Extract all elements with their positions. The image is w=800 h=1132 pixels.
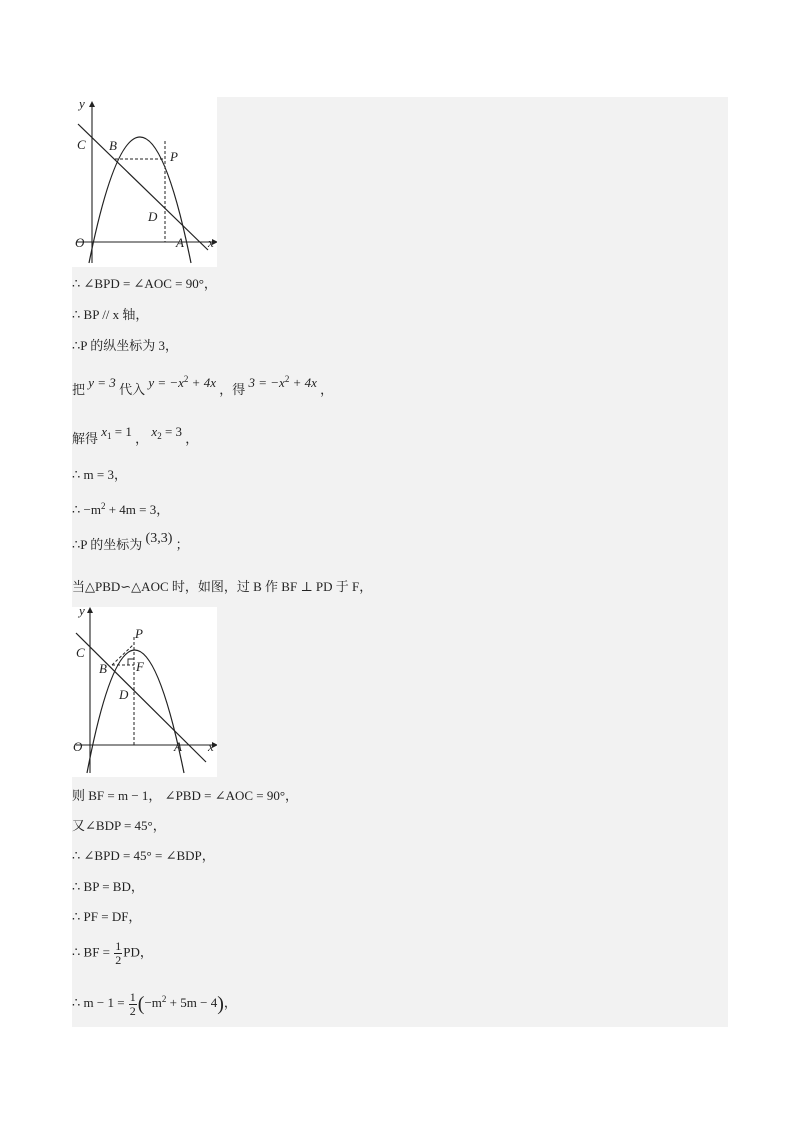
fraction-one-half: $\frac{1}{2}$ bbox=[115, 939, 122, 967]
label-x: x bbox=[208, 739, 214, 754]
step-line-2: ∴ BP // x 轴， bbox=[72, 307, 149, 322]
expr-x1: $x_1 = 1$ bbox=[101, 424, 132, 441]
step-line-3: ∴P 的纵坐标为 3， bbox=[72, 338, 179, 353]
label-x: x bbox=[208, 235, 214, 250]
expr-parabola: $y = -x^2 + 4x$ bbox=[148, 374, 216, 390]
figure-1-graphic bbox=[72, 97, 217, 267]
label-o: O bbox=[73, 739, 83, 754]
text-jiede: 解得 bbox=[72, 431, 99, 446]
step-line-7: ∴ $-m^2 + 4m = 3$， bbox=[72, 501, 170, 517]
expr-y-eq-3: y = 3 bbox=[88, 375, 116, 390]
label-b: B bbox=[109, 138, 117, 153]
label-a: A bbox=[176, 235, 184, 250]
label-o: O bbox=[75, 235, 85, 250]
fraction-one-half: $\frac{1}{2}$ bbox=[129, 989, 136, 1018]
text-de: ，得 bbox=[219, 382, 246, 397]
step-line-10: 则 BF = m − 1， ∠PBD = ∠AOC = 90°， bbox=[72, 788, 299, 803]
line-ca bbox=[78, 124, 208, 250]
label-y: y bbox=[79, 97, 85, 111]
solution-content bbox=[72, 97, 728, 1027]
label-d: D bbox=[119, 687, 129, 702]
label-y: y bbox=[79, 607, 85, 618]
step-line-4 bbox=[72, 374, 334, 399]
label-p: P bbox=[135, 626, 143, 641]
step-line-16: ∴ m − 1 = $\frac{1}{2}$ $(-m^2 + 5m - 4)$， bbox=[72, 989, 237, 1018]
label-d: D bbox=[148, 209, 158, 224]
label-b: B bbox=[99, 661, 107, 676]
parabola-figure-1 bbox=[72, 97, 217, 267]
step-line-5 bbox=[72, 424, 199, 452]
step-line-1: ∴ ∠BPD = ∠AOC = 90°， bbox=[72, 276, 217, 291]
text-ba: 把 bbox=[72, 382, 86, 397]
y-axis-arrow bbox=[89, 101, 95, 107]
point-coordinates: (3,3) bbox=[145, 531, 173, 546]
label-a: A bbox=[174, 739, 182, 754]
text-comma: ， bbox=[320, 382, 334, 397]
label-p: P bbox=[170, 149, 178, 164]
step-line-6: ∴ m = 3， bbox=[72, 467, 127, 482]
text-comma: ， bbox=[185, 431, 199, 446]
figure-2-graphic bbox=[72, 607, 217, 777]
expr-equation: $3 = -x^2 + 4x$ bbox=[248, 374, 317, 390]
step-line-15: ∴ BF = $\frac{1}{2}$ PD， bbox=[72, 939, 153, 967]
segment-bp bbox=[112, 644, 134, 665]
label-c: C bbox=[77, 137, 86, 152]
step-line-9: 当△PBD∽△AOC 时，如图，过 B 作 BF ⊥ PD 于 F， bbox=[72, 579, 373, 594]
step-line-14: ∴ PF = DF， bbox=[72, 909, 142, 924]
step-line-11: 又∠BDP = 45°， bbox=[72, 818, 166, 833]
label-c: C bbox=[76, 645, 85, 660]
parabola-figure-2 bbox=[72, 607, 217, 777]
y-axis-arrow bbox=[87, 607, 93, 613]
expr-x2: $x_2 = 3$ bbox=[151, 424, 183, 441]
step-line-12: ∴ ∠BPD = 45° = ∠BDP， bbox=[72, 848, 215, 863]
step-line-8: ∴P 的坐标为 (3,3) ； bbox=[72, 531, 189, 552]
step-line-13: ∴ BP = BD， bbox=[72, 879, 144, 894]
right-angle-mark bbox=[128, 659, 134, 665]
label-f: F bbox=[136, 659, 144, 674]
text-dairu: 代入 bbox=[119, 382, 146, 397]
text-comma: ， bbox=[135, 431, 149, 446]
